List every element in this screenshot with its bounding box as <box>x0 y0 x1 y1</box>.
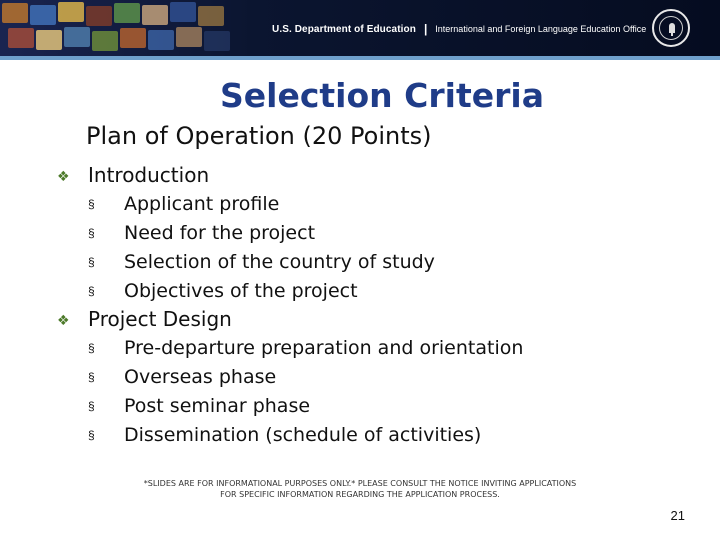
list-item: Selection of the country of study <box>124 251 435 273</box>
list-item: Objectives of the project <box>124 280 358 302</box>
list-item: Pre-departure preparation and orientation <box>124 337 524 359</box>
collage-tile <box>120 28 146 48</box>
header-separator: | <box>423 22 428 36</box>
seal-ring <box>659 16 683 40</box>
section-bullet-icon: § <box>88 428 95 442</box>
collage-tile <box>30 5 56 25</box>
section-bullet-icon: § <box>88 255 95 269</box>
collage-tile <box>86 6 112 26</box>
section-project-design: Project Design <box>88 307 232 331</box>
collage-tile <box>58 2 84 22</box>
banner-accent-strip <box>0 56 720 60</box>
collage-tile <box>148 30 174 50</box>
header-banner <box>0 0 720 56</box>
slide-title: Selection Criteria <box>220 76 544 115</box>
collage-tile <box>170 2 196 22</box>
list-item: Overseas phase <box>124 366 277 388</box>
photo-collage <box>0 0 250 56</box>
section-bullet-icon: § <box>88 370 95 384</box>
section-bullet-icon: § <box>88 226 95 240</box>
slide-subtitle: Plan of Operation (20 Points) <box>86 122 432 150</box>
section-bullet-icon: § <box>88 341 95 355</box>
collage-tile <box>142 5 168 25</box>
list-item: Need for the project <box>124 222 316 244</box>
disclaimer <box>120 478 600 500</box>
department-name: U.S. Department of Education <box>272 23 416 35</box>
collage-tile <box>176 27 202 47</box>
office-name: International and Foreign Language Education Office <box>435 24 647 34</box>
list-item: Post seminar phase <box>124 395 311 417</box>
collage-tile <box>114 3 140 23</box>
section-introduction: Introduction <box>88 163 210 187</box>
collage-tile <box>92 31 118 51</box>
disclaimer-line: FOR SPECIFIC INFORMATION REGARDING THE APPLICATION PROCESS. <box>220 490 500 499</box>
section-bullet-icon: § <box>88 399 95 413</box>
list-item: Applicant profile <box>124 193 280 215</box>
seal-trunk <box>671 32 673 36</box>
collage-tile <box>36 30 62 50</box>
diamond-bullet-icon: ❖ <box>57 312 70 328</box>
collage-tile <box>198 6 224 26</box>
collage-tile <box>204 31 230 51</box>
agency-name <box>272 20 646 38</box>
collage-tile <box>64 27 90 47</box>
section-bullet-icon: § <box>88 284 95 298</box>
diamond-bullet-icon: ❖ <box>57 168 70 184</box>
disclaimer-line: *SLIDES ARE FOR INFORMATIONAL PURPOSES ONLY.* PLEASE CONSULT THE NOTICE INVITING APPLICATIONS <box>143 479 577 488</box>
department-seal-icon <box>652 9 690 47</box>
page-number: 21 <box>670 508 685 523</box>
list-item: Dissemination (schedule of activities) <box>124 424 482 446</box>
section-bullet-icon: § <box>88 197 95 211</box>
collage-tile <box>8 28 34 48</box>
collage-tile <box>2 3 28 23</box>
